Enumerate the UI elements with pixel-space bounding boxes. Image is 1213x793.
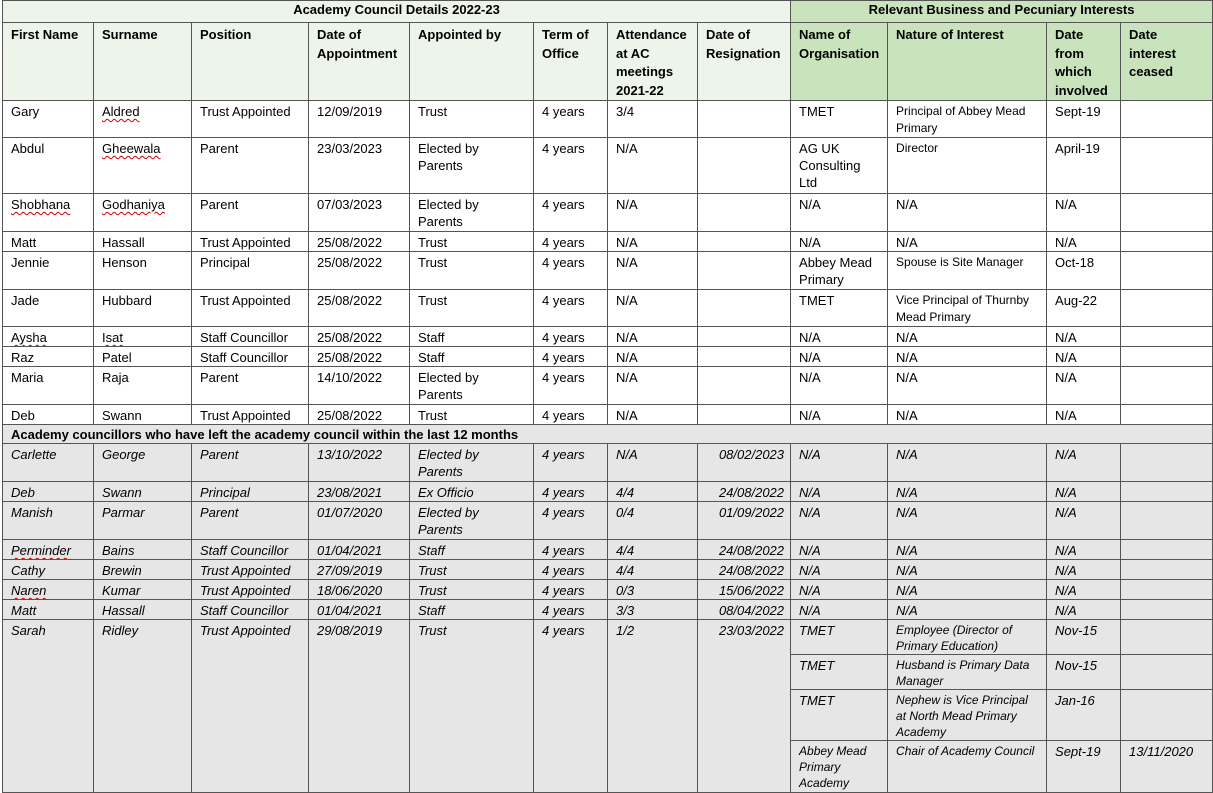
table-cell: Swann <box>94 482 192 502</box>
table-cell: 4 years <box>534 138 608 194</box>
col-first-name: First Name <box>3 23 94 101</box>
table-cell: Matt <box>3 232 94 252</box>
table-cell: N/A <box>791 347 888 367</box>
table-cell: 14/10/2022 <box>309 367 410 405</box>
spellcheck-underlined-text: Aldred <box>102 104 140 119</box>
table-cell <box>3 580 94 600</box>
table-cell: N/A <box>791 444 888 482</box>
table-cell: 4 years <box>534 405 608 425</box>
table-cell <box>94 327 192 347</box>
table-cell: N/A <box>791 482 888 502</box>
table-cell: 13/10/2022 <box>309 444 410 482</box>
spellcheck-underlined-text: Aysha <box>11 330 47 345</box>
col-position: Position <box>192 23 309 101</box>
table-cell: N/A <box>888 580 1047 600</box>
table-row <box>3 620 1213 655</box>
table-cell: 1/2 <box>608 620 698 793</box>
table-cell: 23/03/2022 <box>698 620 791 793</box>
table-cell: 25/08/2022 <box>309 347 410 367</box>
table-cell: Hassall <box>94 232 192 252</box>
table-cell: TMET <box>791 620 888 655</box>
table-cell: 23/03/2023 <box>309 138 410 194</box>
table-cell: 4 years <box>534 347 608 367</box>
table-cell <box>1121 600 1213 620</box>
table-cell: Trust Appointed <box>192 580 309 600</box>
table-cell: Elected by Parents <box>410 367 534 405</box>
table-cell: N/A <box>1047 502 1121 540</box>
table-cell: Parent <box>192 367 309 405</box>
table-row <box>3 502 1213 540</box>
table-cell <box>1121 502 1213 540</box>
table-cell <box>1121 327 1213 347</box>
table-cell: Elected by Parents <box>410 194 534 232</box>
table-cell: Staff Councillor <box>192 600 309 620</box>
table-cell: Sarah <box>3 620 94 793</box>
table-row <box>3 444 1213 482</box>
table-cell: Matt <box>3 600 94 620</box>
table-cell: Abdul <box>3 138 94 194</box>
table-cell: N/A <box>791 580 888 600</box>
table-cell: Staff <box>410 327 534 347</box>
table-cell: Parent <box>192 138 309 194</box>
table-cell: 4 years <box>534 560 608 580</box>
table-cell: Sept-19 <box>1047 101 1121 138</box>
table-cell: N/A <box>1047 327 1121 347</box>
table-cell: N/A <box>791 232 888 252</box>
table-row <box>3 232 1213 252</box>
table-cell: TMET <box>791 690 888 741</box>
table-cell: 4 years <box>534 101 608 138</box>
table-cell: Trust Appointed <box>192 620 309 793</box>
table-cell: Trust Appointed <box>192 560 309 580</box>
spellcheck-underlined-text: Perminder <box>11 543 71 558</box>
table-cell: April-19 <box>1047 138 1121 194</box>
table-cell: N/A <box>608 290 698 327</box>
table-cell: Elected by Parents <box>410 502 534 540</box>
table-row <box>3 482 1213 502</box>
table-cell: Bains <box>94 540 192 560</box>
table-cell: N/A <box>888 347 1047 367</box>
table-cell: Gary <box>3 101 94 138</box>
table-cell: 24/08/2022 <box>698 540 791 560</box>
table-cell: 4/4 <box>608 482 698 502</box>
col-date-appointment: Date of Appointment <box>309 23 410 101</box>
table-cell: 4 years <box>534 580 608 600</box>
table-cell: Brewin <box>94 560 192 580</box>
table-cell <box>3 327 94 347</box>
table-cell <box>1121 580 1213 600</box>
table-cell: N/A <box>888 540 1047 560</box>
table-cell: 29/08/2019 <box>309 620 410 793</box>
table-cell <box>698 327 791 347</box>
table-cell: 18/06/2020 <box>309 580 410 600</box>
table-cell <box>1121 252 1213 290</box>
table-cell <box>698 290 791 327</box>
table-cell: TMET <box>791 290 888 327</box>
table-cell <box>1121 290 1213 327</box>
table-cell: N/A <box>608 444 698 482</box>
table-cell <box>94 194 192 232</box>
table-cell: N/A <box>608 194 698 232</box>
table-row <box>3 347 1213 367</box>
table-cell: Hubbard <box>94 290 192 327</box>
table-row <box>3 600 1213 620</box>
table-cell: Kumar <box>94 580 192 600</box>
table-cell: Vice Principal of Thurnby Mead Primary <box>888 290 1047 327</box>
table-cell: 08/02/2023 <box>698 444 791 482</box>
table-cell: N/A <box>888 444 1047 482</box>
past-members-heading: Academy councillors who have left the academy council within the last 12 months <box>3 425 1213 444</box>
table-cell: Parent <box>192 194 309 232</box>
table-cell: 08/04/2022 <box>698 600 791 620</box>
table-cell: N/A <box>1047 232 1121 252</box>
table-cell: N/A <box>791 327 888 347</box>
table-cell: Elected by Parents <box>410 138 534 194</box>
table-cell: N/A <box>608 138 698 194</box>
table-cell <box>94 138 192 194</box>
table-cell: 25/08/2022 <box>309 290 410 327</box>
table-cell: Trust <box>410 252 534 290</box>
table-cell: Principal <box>192 482 309 502</box>
col-date-ceased: Date interest ceased <box>1121 23 1213 101</box>
table-cell: Jennie <box>3 252 94 290</box>
table-cell <box>1121 690 1213 741</box>
table-cell: Jan-16 <box>1047 690 1121 741</box>
council-details-title: Academy Council Details 2022-23 <box>3 1 791 23</box>
table-cell: N/A <box>1047 444 1121 482</box>
table-cell: N/A <box>1047 405 1121 425</box>
table-cell: Nephew is Vice Principal at North Mead Primary Academy <box>888 690 1047 741</box>
table-cell: Trust <box>410 232 534 252</box>
col-nature-interest: Nature of Interest <box>888 23 1047 101</box>
table-cell <box>1121 194 1213 232</box>
table-cell: N/A <box>888 482 1047 502</box>
table-cell: Employee (Director of Primary Education) <box>888 620 1047 655</box>
table-cell: Raja <box>94 367 192 405</box>
table-cell: Cathy <box>3 560 94 580</box>
table-cell: 01/04/2021 <box>309 540 410 560</box>
table-row <box>3 580 1213 600</box>
table-cell: George <box>94 444 192 482</box>
spellcheck-underlined-text: Shobhana <box>11 197 71 212</box>
table-row <box>3 252 1213 290</box>
past-members-section <box>3 425 1213 444</box>
table-cell: Staff Councillor <box>192 327 309 347</box>
table-cell: Aug-22 <box>1047 290 1121 327</box>
table-cell: Sept-19 <box>1047 741 1121 793</box>
table-cell: Maria <box>3 367 94 405</box>
table-cell: 25/08/2022 <box>309 252 410 290</box>
table-row <box>3 367 1213 405</box>
table-cell: Carlette <box>3 444 94 482</box>
table-cell <box>698 101 791 138</box>
table-cell <box>3 194 94 232</box>
table-cell <box>1121 367 1213 405</box>
table-cell: Elected by Parents <box>410 444 534 482</box>
col-surname: Surname <box>94 23 192 101</box>
table-cell <box>698 252 791 290</box>
table-cell: Raz <box>3 347 94 367</box>
table-row <box>3 138 1213 194</box>
table-cell: 24/08/2022 <box>698 482 791 502</box>
table-row <box>3 405 1213 425</box>
table-cell: 23/08/2021 <box>309 482 410 502</box>
col-attendance: Attendance at AC meetings 2021-22 <box>608 23 698 101</box>
table-cell: Trust Appointed <box>192 101 309 138</box>
table-cell: 01/07/2020 <box>309 502 410 540</box>
table-cell: 4 years <box>534 444 608 482</box>
table-cell <box>1121 560 1213 580</box>
table-cell: N/A <box>791 560 888 580</box>
table-cell: N/A <box>888 502 1047 540</box>
table-cell: Swann <box>94 405 192 425</box>
col-term: Term of Office <box>534 23 608 101</box>
table-cell <box>1121 101 1213 138</box>
table-cell: Parent <box>192 444 309 482</box>
table-cell: Trust Appointed <box>192 405 309 425</box>
table-cell: 4 years <box>534 290 608 327</box>
table-cell: N/A <box>608 252 698 290</box>
table-cell: 13/11/2020 <box>1121 741 1213 793</box>
table-cell: TMET <box>791 101 888 138</box>
table-cell: 0/3 <box>608 580 698 600</box>
spellcheck-underlined-text: Godhaniya <box>102 197 165 212</box>
spellcheck-underlined-text: Naren <box>11 583 47 598</box>
table-row <box>3 540 1213 560</box>
table-cell: 4 years <box>534 252 608 290</box>
table-cell: Parent <box>192 502 309 540</box>
table-cell: N/A <box>791 367 888 405</box>
spellcheck-underlined-text: Gheewala <box>102 141 161 156</box>
table-cell: AG UK Consulting Ltd <box>791 138 888 194</box>
table-cell: 27/09/2019 <box>309 560 410 580</box>
table-cell <box>698 405 791 425</box>
table-row <box>3 290 1213 327</box>
table-cell: Manish <box>3 502 94 540</box>
table-cell: N/A <box>1047 347 1121 367</box>
table-cell: N/A <box>608 405 698 425</box>
table-cell: 25/08/2022 <box>309 327 410 347</box>
table-cell <box>1121 482 1213 502</box>
table-cell: N/A <box>791 600 888 620</box>
table-cell <box>94 101 192 138</box>
table-cell: Deb <box>3 482 94 502</box>
table-cell: Patel <box>94 347 192 367</box>
table-cell: 15/06/2022 <box>698 580 791 600</box>
table-cell <box>1121 347 1213 367</box>
spellcheck-underlined-text: Isat <box>102 330 123 345</box>
table-cell: 4 years <box>534 482 608 502</box>
table-cell <box>1121 540 1213 560</box>
table-cell: Trust <box>410 580 534 600</box>
table-cell: N/A <box>888 560 1047 580</box>
table-cell: Trust <box>410 560 534 580</box>
table-cell <box>1121 444 1213 482</box>
table-cell: Trust <box>410 101 534 138</box>
table-cell: Trust Appointed <box>192 290 309 327</box>
table-cell: 4 years <box>534 232 608 252</box>
table-cell: Oct-18 <box>1047 252 1121 290</box>
table-cell: Staff <box>410 600 534 620</box>
table-cell: N/A <box>608 327 698 347</box>
table-cell: 4 years <box>534 540 608 560</box>
col-date-from: Date from which involved <box>1047 23 1121 101</box>
table-cell: Nov-15 <box>1047 620 1121 655</box>
table-cell: N/A <box>1047 540 1121 560</box>
table-cell: Trust Appointed <box>192 232 309 252</box>
table-cell: N/A <box>608 232 698 252</box>
col-organisation: Name of Organisation <box>791 23 888 101</box>
table-cell: Hassall <box>94 600 192 620</box>
table-row <box>3 327 1213 347</box>
table-cell: Abbey Mead Primary Academy <box>791 741 888 793</box>
table-cell: 07/03/2023 <box>309 194 410 232</box>
table-cell: Trust <box>410 405 534 425</box>
table-cell: Staff <box>410 540 534 560</box>
table-cell: N/A <box>1047 600 1121 620</box>
interests-title: Relevant Business and Pecuniary Interests <box>791 1 1213 23</box>
table-cell: Jade <box>3 290 94 327</box>
table-cell: Parmar <box>94 502 192 540</box>
table-cell: Ex Officio <box>410 482 534 502</box>
table-cell: N/A <box>888 405 1047 425</box>
table-cell: Spouse is Site Manager <box>888 252 1047 290</box>
table-cell: 24/08/2022 <box>698 560 791 580</box>
table-cell <box>698 194 791 232</box>
table-cell: 4 years <box>534 600 608 620</box>
table-cell: N/A <box>888 367 1047 405</box>
table-cell <box>1121 620 1213 655</box>
table-cell: N/A <box>791 540 888 560</box>
table-cell: Staff Councillor <box>192 540 309 560</box>
table-cell: 01/04/2021 <box>309 600 410 620</box>
table-cell: N/A <box>791 194 888 232</box>
col-appointed-by: Appointed by <box>410 23 534 101</box>
table-cell: 4 years <box>534 327 608 347</box>
table-cell: TMET <box>791 655 888 690</box>
table-cell: Principal <box>192 252 309 290</box>
table-cell: 25/08/2022 <box>309 405 410 425</box>
table-cell <box>698 367 791 405</box>
table-cell: N/A <box>1047 194 1121 232</box>
table-cell: Trust <box>410 290 534 327</box>
table-cell: N/A <box>608 367 698 405</box>
table-cell: Ridley <box>94 620 192 793</box>
table-cell: Nov-15 <box>1047 655 1121 690</box>
table-cell <box>1121 655 1213 690</box>
table-cell: Principal of Abbey Mead Primary <box>888 101 1047 138</box>
table-cell: 4/4 <box>608 540 698 560</box>
table-cell: Abbey Mead Primary <box>791 252 888 290</box>
table-cell: 4 years <box>534 502 608 540</box>
table-cell: N/A <box>1047 482 1121 502</box>
table-cell: N/A <box>1047 560 1121 580</box>
table-cell: N/A <box>791 502 888 540</box>
table-cell: 3/3 <box>608 600 698 620</box>
table-cell: Staff <box>410 347 534 367</box>
table-cell: N/A <box>888 194 1047 232</box>
table-cell: Henson <box>94 252 192 290</box>
table-cell <box>3 540 94 560</box>
table-cell: N/A <box>608 347 698 367</box>
table-cell: N/A <box>888 232 1047 252</box>
table-cell <box>1121 405 1213 425</box>
table-cell: Staff Councillor <box>192 347 309 367</box>
table-row <box>3 101 1213 138</box>
table-cell <box>1121 138 1213 194</box>
table-cell: N/A <box>888 600 1047 620</box>
col-resignation: Date of Resignation <box>698 23 791 101</box>
table-cell: Director <box>888 138 1047 194</box>
table-cell: 4 years <box>534 620 608 793</box>
table-cell: N/A <box>1047 367 1121 405</box>
table-cell: N/A <box>1047 580 1121 600</box>
table-cell <box>1121 232 1213 252</box>
table-cell <box>698 347 791 367</box>
table-cell: 4 years <box>534 194 608 232</box>
table-cell: Husband is Primary Data Manager <box>888 655 1047 690</box>
table-cell: 4 years <box>534 367 608 405</box>
table-cell: 01/09/2022 <box>698 502 791 540</box>
academy-council-table <box>2 0 1213 793</box>
table-cell <box>698 232 791 252</box>
table-cell: 12/09/2019 <box>309 101 410 138</box>
table-cell <box>698 138 791 194</box>
table-cell: Chair of Academy Council <box>888 741 1047 793</box>
table-cell: 0/4 <box>608 502 698 540</box>
table-row <box>3 560 1213 580</box>
table-cell: Trust <box>410 620 534 793</box>
table-cell: Deb <box>3 405 94 425</box>
table-cell: N/A <box>888 327 1047 347</box>
table-row <box>3 194 1213 232</box>
table-cell: 4/4 <box>608 560 698 580</box>
table-cell: 3/4 <box>608 101 698 138</box>
table-cell: 25/08/2022 <box>309 232 410 252</box>
table-cell: N/A <box>791 405 888 425</box>
